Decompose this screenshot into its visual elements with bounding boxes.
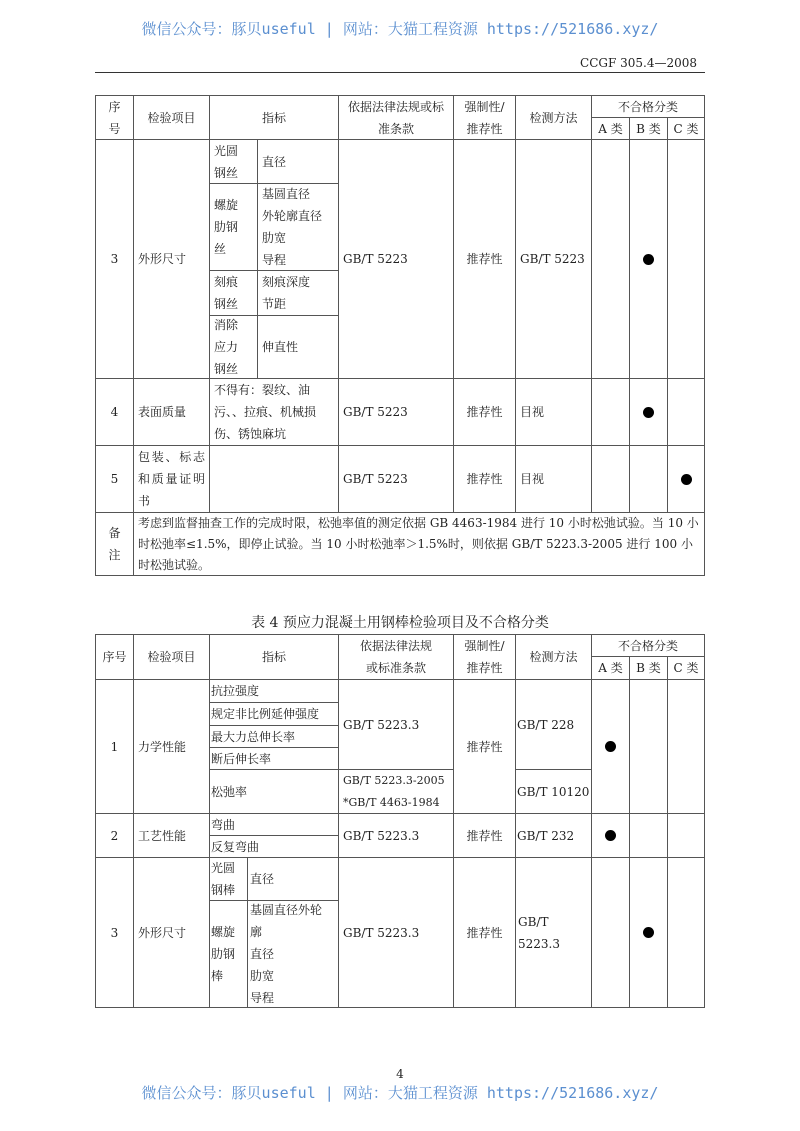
cell-method: GB/T 5223.3 — [515, 857, 592, 1008]
mark-dot — [643, 927, 654, 938]
cell-seq: 3 — [95, 857, 134, 1008]
cell-item: 力学性能 — [133, 679, 210, 814]
cell-index: 松弛率 — [209, 769, 339, 814]
cell-c — [667, 679, 705, 814]
cell-seq: 5 — [95, 445, 134, 513]
cell-mand: 推荐性 — [453, 445, 516, 513]
cell-basis: GB/T 5223.3 — [338, 813, 454, 858]
mark-dot — [605, 830, 616, 841]
cell-index: 基圆直径 外轮廓直径 肋宽 导程 — [257, 183, 339, 271]
cell-a — [591, 139, 630, 379]
th-basis: 依据法律法规或标 准条款 — [338, 95, 454, 140]
cell-basis: GB/T 5223 — [338, 378, 454, 446]
cell-a — [591, 679, 630, 814]
cell-c — [667, 378, 705, 446]
th-mand: 强制性/ 推荐性 — [453, 95, 516, 140]
cell-item: 工艺性能 — [133, 813, 210, 858]
remark-text: 考虑到监督抽查工作的完成时限，松弛率值的测定依据 GB 4463-1984 进行 10 小时松弛试验。当 10 小时松弛率≤1.5%，即停止试验。当 10 小时松弛率＞1.5%时，则依据 GB/T 5223.3-2005 进行 100 小时松弛试验。 — [133, 512, 705, 576]
cell-index: 直径 — [247, 857, 339, 901]
cell-subtype: 光圆 钢棒 — [209, 857, 248, 901]
cell-index: 断后伸长率 — [209, 747, 339, 770]
cell-b — [629, 445, 668, 513]
cell-index: 抗拉强度 — [209, 679, 339, 703]
cell-seq: 1 — [95, 679, 134, 814]
cell-mand: 推荐性 — [453, 813, 516, 858]
cell-b — [629, 857, 668, 1008]
th-b: B 类 — [629, 656, 668, 680]
cell-a — [591, 813, 630, 858]
doc-code: CCGF 305.4—2008 — [580, 56, 697, 70]
cell-index: 弯曲 — [209, 813, 339, 836]
cell-method: GB/T 228 — [515, 679, 592, 770]
cell-subtype: 螺旋 肋钢 丝 — [209, 183, 258, 271]
cell-index: 反复弯曲 — [209, 835, 339, 858]
remark-label: 备 注 — [95, 512, 134, 576]
cell-index: 直径 — [257, 139, 339, 184]
cell-mand: 推荐性 — [453, 679, 516, 814]
th-mand: 强制性/ 推荐性 — [453, 634, 516, 680]
th-method: 检测方法 — [515, 634, 592, 680]
th-index: 指标 — [209, 95, 339, 140]
cell-item: 外形尺寸 — [133, 139, 210, 379]
cell-b — [629, 813, 668, 858]
th-c: C 类 — [667, 117, 705, 140]
cell-a — [591, 445, 630, 513]
cell-c — [667, 857, 705, 1008]
cell-item: 表面质量 — [133, 378, 210, 446]
cell-basis: GB/T 5223.3-2005 *GB/T 4463-1984 — [338, 769, 454, 814]
th-b: B 类 — [629, 117, 668, 140]
cell-b — [629, 139, 668, 379]
cell-a — [591, 378, 630, 446]
cell-c — [667, 813, 705, 858]
cell-c — [667, 445, 705, 513]
mark-dot — [643, 407, 654, 418]
cell-mand: 推荐性 — [453, 139, 516, 379]
cell-mand: 推荐性 — [453, 378, 516, 446]
cell-index — [209, 445, 339, 513]
th-index: 指标 — [209, 634, 339, 680]
table-2-title: 表 4 预应力混凝土用钢棒检验项目及不合格分类 — [251, 615, 549, 631]
cell-basis: GB/T 5223.3 — [338, 857, 454, 1008]
cell-mand: 推荐性 — [453, 857, 516, 1008]
cell-method: 目视 — [515, 445, 592, 513]
cell-a — [591, 857, 630, 1008]
watermark-top: 微信公众号：豚贝useful | 网站：大猫工程资源 https://521686.xyz/ — [141, 20, 659, 38]
th-seq: 序 号 — [95, 95, 134, 140]
th-c: C 类 — [667, 656, 705, 680]
cell-index: 基圆直径外轮 廓 直径 肋宽 导程 — [247, 900, 339, 1008]
cell-method: GB/T 232 — [515, 813, 592, 858]
cell-c — [667, 139, 705, 379]
cell-basis: GB/T 5223 — [338, 445, 454, 513]
cell-index: 规定非比例延伸强度 — [209, 702, 339, 726]
cell-method: GB/T 10120 — [515, 769, 592, 814]
th-method: 检测方法 — [515, 95, 592, 140]
cell-index: 最大力总伸长率 — [209, 725, 339, 748]
cell-subtype: 消除 应力 钢丝 — [209, 315, 258, 379]
cell-index: 伸直性 — [257, 315, 339, 379]
th-a: A 类 — [591, 656, 630, 680]
cell-seq: 3 — [95, 139, 134, 379]
th-seq: 序号 — [95, 634, 134, 680]
cell-seq: 4 — [95, 378, 134, 446]
cell-index: 刻痕深度 节距 — [257, 270, 339, 316]
cell-subtype: 光圆 钢丝 — [209, 139, 258, 184]
cell-subtype: 刻痕 钢丝 — [209, 270, 258, 316]
header-rule — [95, 72, 705, 73]
cell-method: GB/T 5223 — [515, 139, 592, 379]
cell-b — [629, 378, 668, 446]
cell-basis: GB/T 5223.3 — [338, 679, 454, 770]
mark-dot — [643, 254, 654, 265]
mark-dot — [605, 741, 616, 752]
th-basis: 依据法律法规 或标准条款 — [338, 634, 454, 680]
page-number: 4 — [396, 1067, 404, 1081]
cell-subtype: 螺旋 肋钢 棒 — [209, 900, 248, 1008]
th-noncon: 不合格分类 — [591, 95, 705, 118]
th-item: 检验项目 — [133, 634, 210, 680]
cell-item: 包装、标志和质量证明书 — [133, 445, 210, 513]
cell-item: 外形尺寸 — [133, 857, 210, 1008]
cell-b — [629, 679, 668, 814]
cell-seq: 2 — [95, 813, 134, 858]
cell-basis: GB/T 5223 — [338, 139, 454, 379]
th-a: A 类 — [591, 117, 630, 140]
th-item: 检验项目 — [133, 95, 210, 140]
cell-index: 不得有：裂纹、油污、、拉痕、机械损伤、锈蚀麻坑 — [209, 378, 339, 446]
mark-dot — [681, 474, 692, 485]
watermark-bottom: 微信公众号：豚贝useful | 网站：大猫工程资源 https://521686.xyz/ — [141, 1084, 659, 1102]
cell-method: 目视 — [515, 378, 592, 446]
th-noncon: 不合格分类 — [591, 634, 705, 657]
